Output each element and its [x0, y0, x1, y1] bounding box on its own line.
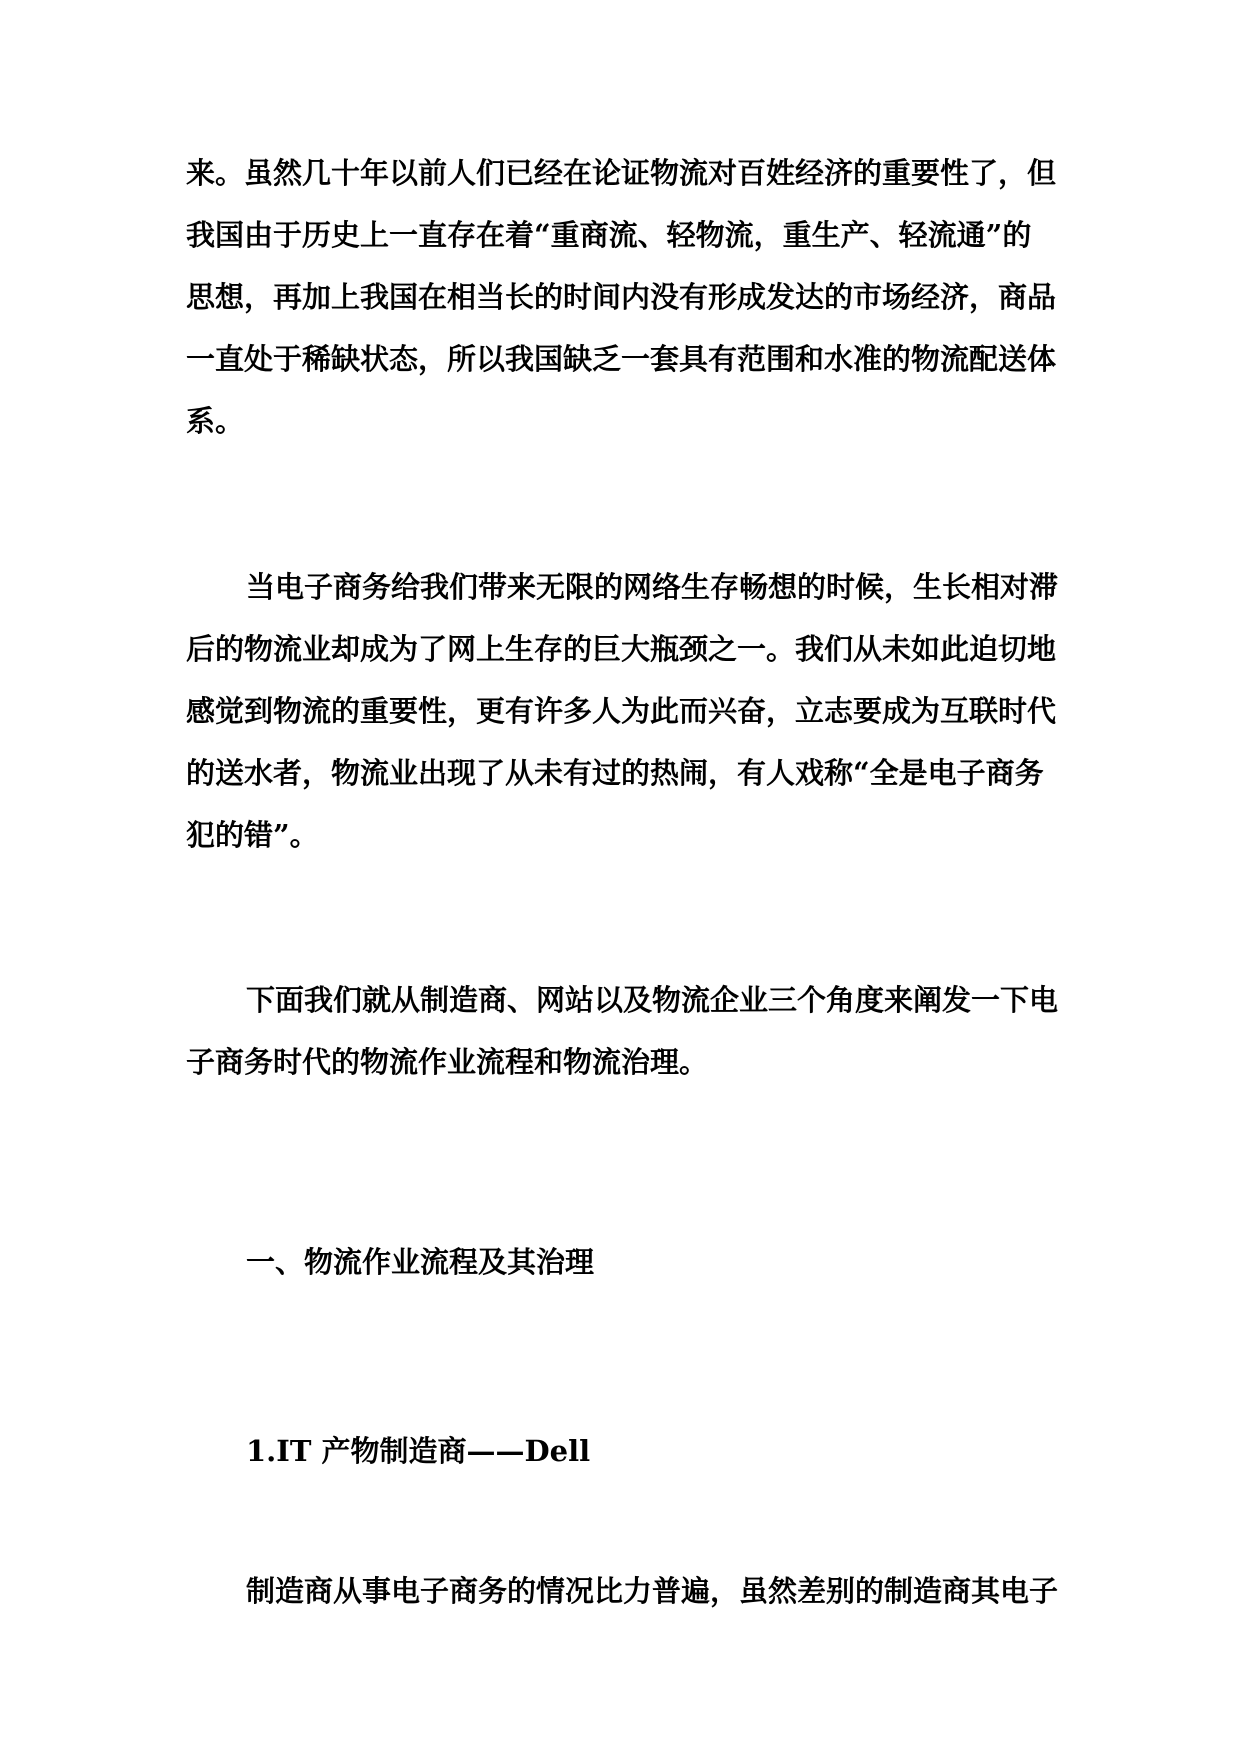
paragraph-3-line-2: 子商务时代的物流作业流程和物流治理。: [186, 1045, 709, 1079]
paragraph-2: [186, 556, 1059, 866]
paragraph-3-line-1: 下面我们就从制造商、网站以及物流企业三个角度来阐发一下电: [246, 983, 1059, 1017]
paragraph-1-line-2: 我国由于历史上一直存在着“重商流、轻物流，重生产、轻流通”的: [186, 218, 1032, 252]
paragraph-3: [186, 969, 1059, 1093]
paragraph-1-line-3: 思想，再加上我国在相当长的时间内没有形成发达的市场经济，商品: [186, 280, 1057, 314]
paragraph-4-line-1: 制造商从事电子商务的情况比力普遍，虽然差别的制造商其电子: [246, 1574, 1059, 1608]
paragraph-1-line-4: 一直处于稀缺状态，所以我国缺乏一套具有范围和水准的物流配送体: [186, 342, 1057, 376]
paragraph-2-line-3: 感觉到物流的重要性，更有许多人为此而兴奋，立志要成为互联时代: [186, 694, 1057, 728]
paragraph-2-line-1: 当电子商务给我们带来无限的网络生存畅想的时候，生长相对滞: [246, 570, 1059, 604]
paragraph-1-line-1: 来。虽然几十年以前人们已经在论证物流对百姓经济的重要性了，但: [186, 156, 1057, 190]
paragraph-2-line-5: 犯的错”。: [186, 818, 319, 852]
paragraph-1: [186, 142, 1056, 452]
paragraph-1-line-5: 系。: [186, 404, 245, 438]
paragraph-2-line-4: 的送水者，物流业出现了从未有过的热闹，有人戏称“全是电子商务: [186, 756, 1044, 790]
section-heading: 一、物流作业流程及其治理: [246, 1245, 595, 1279]
paragraph-4: [186, 1560, 1059, 1622]
subsection-heading: 1.IT 产物制造商——Dell: [246, 1434, 591, 1468]
paragraph-2-line-2: 后的物流业却成为了网上生存的巨大瓶颈之一。我们从未如此迫切地: [186, 632, 1057, 666]
